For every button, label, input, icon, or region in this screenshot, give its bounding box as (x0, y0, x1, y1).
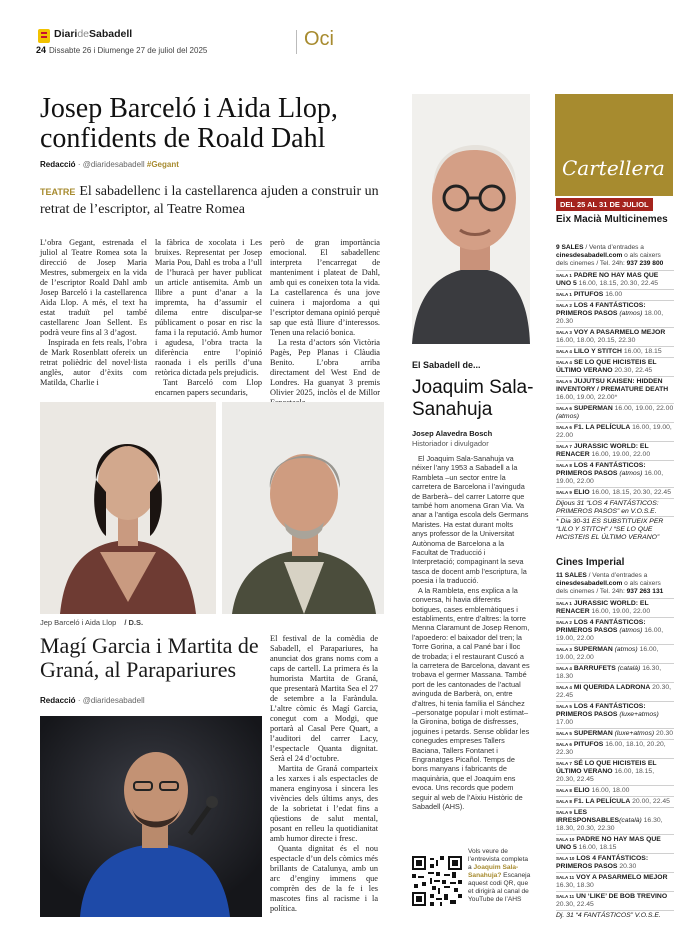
cartellera-title: Cartellera (562, 156, 665, 180)
film-listing (556, 357, 674, 376)
showtimes: 16.00, 18.15 (576, 844, 617, 851)
screen-label: SALA 3 (556, 647, 572, 652)
showtimes: 16.00, 19.00, 22.00 (589, 451, 651, 458)
showtimes: 16.00, 18.00, 20.15, 22.30 (556, 337, 636, 344)
showtimes: 16.00, 18.15 (621, 348, 662, 355)
section-title: Oci (304, 28, 334, 50)
film-title: SUPERMAN (573, 730, 613, 737)
film-title: PADRE NO HAY MAS QUE UNO 5 (556, 836, 661, 851)
film-format: (català) (619, 817, 642, 824)
header-divider (296, 30, 297, 54)
article-headline: Josep Barceló i Aida Llop, confidents de Roald Dahl (40, 93, 338, 154)
film-title: JURASSIC WORLD: EL RENACER (556, 600, 649, 615)
showtimes: 16.00, 19.00, 22.00 (589, 608, 651, 615)
cinema-name: Cines Imperial (556, 557, 625, 568)
showtimes: 17.00 (556, 719, 574, 726)
screen-label: SALA 7 (556, 761, 572, 766)
issue-date: Dissabte 26 i Diumenge 27 de juliol del 2025 (49, 46, 208, 55)
film-listing (556, 460, 674, 487)
film-listing (556, 796, 674, 807)
film-title: LOS 4 FANTÁSTICOS: PRIMEROS PASOS (556, 703, 646, 718)
film-listing (556, 663, 674, 682)
showtimes: 16.30, 18.30 (556, 665, 662, 680)
screen-label: SALA 5 (556, 704, 572, 709)
film-title: LOS 4 FANTÁSTICOS: PRIMEROS PASOS (556, 462, 646, 477)
photo-magi-garcia (40, 716, 262, 917)
screen-label: SALA 10 (556, 837, 575, 842)
film-list (556, 598, 674, 920)
showtimes: 16.00, 18.15, 20.30, 22.45 (556, 768, 655, 783)
article-column-3: però de gran importància emocional. El sabadellenc interpreta l’encarregat de manteniment i plateat de Dahl, amb qui es coneixen tota la vida. La castellarenca és una jove cuinera i majordoma a qui l’escriptor demana opinió perquè sap que està lliure d’interessos. Tenen una relació bonica. La resta d’actors són Victòria Pagès, Pep Planas i Clàudia Benito. L’obra arriba directament del West End de Londres. Ha guanyat 3 premis Olivier 2025, inclòs el de Millor (270, 238, 380, 397)
film-listing (556, 644, 674, 663)
screen-label: SALA 1 (556, 601, 572, 606)
showtimes: 16.30, 18.30, 20.30, 22.30 (556, 817, 663, 832)
cinema-name: Eix Macià Multicinemes (556, 214, 668, 225)
film-listing (556, 376, 674, 403)
film-listing (556, 807, 674, 834)
film-listing (556, 346, 674, 357)
showtimes: 20.30 (617, 863, 637, 870)
screen-label: SALA 11 (556, 875, 575, 880)
screen-label: SALA 9 (556, 810, 572, 815)
film-listing (556, 785, 674, 796)
screen-label: SALA 2 (556, 620, 572, 625)
film-listing (556, 487, 674, 498)
photo-aida-llop (40, 402, 216, 614)
film-title: F1. LA PELÍCULA (573, 424, 631, 431)
film-format: (luxe+atmos) (612, 730, 655, 737)
profile-body: El Joaquim Sala-Sanahuja va néixer l’any 1953 a Sabadell a la Rambleta –un sector entre la carretera de Barcelona i l’avinguda de Barberà– del carrer Latorre que també hom anomena Gran Via. Va anar a l’antiga escola dels Germans Maristes. Ha estat durant molts anys professor de la Universitat Autònoma de Barcelona a la Facultat de Traducció i Interpretació; compaginant la seva tasca de docent amb l’escriptura, la poesia i la traducció. A la Rambleta, ens explica a la conversa, hi havia diferents botigues, cases emblemàtiques i establiments, entre d’altres: la torre Menna Claramunt de Josep Renom, l’apoedero: el baixador del tren; la Torre Gorina, a cal Pané bar i lloc de trobada; i el restaurant Cuscó a la carretera de Barcelona, davant es trobava el germer Massana. També port de les cantonades de l’actual avinguda de Barberà, on, entre d’altres, hi tenia família el Sánchez –personatge popular i molt estimat– la Gironina, botiga de disfresses, joguines i petards. Sense oblidar les conegudes empreses Tallers Baciana, Tallers Fontanet i Engranatges Picañol. Temps de bons manyans i fabricants de maquinària, que el Joaquim ens evoca. Uns records que podem seguir al web de l’Aixiu Històric de Sabadell (AHS). (412, 454, 530, 812)
showtimes: 16.00, 19.00, 22.00 (556, 424, 672, 439)
film-listing (556, 682, 674, 701)
film-listing (556, 422, 674, 441)
screen-label: SALA 5 (556, 731, 572, 736)
film-title: LES IRRESPONSABLES (556, 809, 620, 824)
showtimes: 20.30, 22.45 (556, 901, 594, 908)
profile-author: Josep Alavedra Bosch (412, 429, 493, 438)
showtimes: 16.00, 19.00, 22.00 (556, 646, 659, 661)
film-title: JURASSIC WORLD: EL RENACER (556, 443, 649, 458)
film-listing (556, 617, 674, 644)
screen-label: SALA 2 (556, 303, 572, 308)
showtimes: 20.30, 22.45 (556, 684, 672, 699)
qr-note-link: Joaquim Sala-Sanahuja? (468, 864, 519, 879)
film-listing (556, 327, 674, 346)
film-listing (556, 834, 674, 853)
film-format: (luxe+atmos) (617, 711, 659, 718)
article2-headline: Magí Garcia i Martita de Graná, al Parapariures (40, 633, 259, 682)
film-title: SÉ LO QUE HICISTEIS EL ÚLTIMO VERANO (556, 760, 657, 775)
screen-label: SALA 4 (556, 666, 572, 671)
showtimes: 16.00, 18.10, 20.20, 22.30 (556, 741, 666, 756)
showtimes: 18.00, 20.30 (556, 310, 664, 325)
film-listing (556, 853, 674, 872)
article2-byline: Redacció · @diaridesabadell (40, 696, 145, 705)
qr-note: Vols veure de l’entrevista completa a Joaquim Sala-Sanahuja? Escaneja aquest codi QR, que et dirigirà al canal de YouTube de l’AHS (468, 848, 531, 903)
film-listing (556, 300, 674, 327)
film-format: (català) (615, 665, 641, 672)
screen-label: SALA 6 (556, 406, 572, 411)
film-format: (atmos) (556, 413, 580, 420)
showtimes: 16.30, 18.30 (556, 882, 594, 889)
screen-label: SALA 4 (556, 349, 572, 354)
film-title: ELIO (573, 489, 590, 496)
showtimes: 16.00, 19.00, 22.00 (556, 470, 664, 485)
film-listing (556, 758, 674, 785)
screen-label: SALA 1 (556, 292, 572, 297)
film-listing (556, 441, 674, 460)
film-title: F1. LA PELÍCULA (573, 798, 631, 805)
photo-caption: Jep Barceló i Aida Llop / D.S. (40, 618, 144, 627)
film-format: (atmos) (617, 470, 643, 477)
page-dateline (36, 45, 207, 55)
showtimes: 20.00, 22.45 (630, 798, 670, 805)
screen-label: SALA 7 (556, 444, 572, 449)
cartellera-dates: DEL 25 AL 31 DE JULIOL (556, 198, 653, 211)
film-title: PITUFOS (573, 741, 604, 748)
screen-label: SALA 8 (556, 799, 572, 804)
film-list (556, 270, 674, 542)
showtimes: 16.00, 19.00, 22.00 (556, 627, 664, 642)
film-title: PITUFOS (573, 291, 604, 298)
photo-credit: / D.S. (124, 618, 144, 627)
photo-joaquim-sala-sanahuja (412, 94, 530, 344)
screen-label: SALA 8 (556, 463, 572, 468)
screen-label: SALA 4 (556, 685, 572, 690)
film-title: LOS 4 FANTÁSTICOS: PRIMEROS PASOS (556, 619, 646, 634)
article-byline: Redacció · @diaridesabadell #Gegant (40, 160, 179, 169)
film-title: SUPERMAN (573, 646, 613, 653)
film-listing (556, 739, 674, 758)
film-title: VOY A PASARMELO MEJOR (573, 329, 666, 336)
film-listing (556, 598, 674, 617)
screen-label: SALA 11 (556, 894, 575, 899)
film-listing (556, 728, 674, 739)
screen-label: SALA 10 (556, 856, 575, 861)
cinema-note: * Dia 30-31 ES SUBSTITUEIX PER “LILO Y STITCH” / “SE LO QUE HICISTEIS EL ÚLTIMO VERANO” (556, 516, 674, 542)
screen-label: SALA 8 (556, 788, 572, 793)
screen-label: SALA 6 (556, 742, 572, 747)
masthead-brand: DiarideSabadell (54, 28, 133, 40)
film-title: PADRE NO HAY MAS QUE UNO 5 (556, 272, 659, 287)
film-title: LOS 4 FANTÁSTICOS: PRIMEROS PASOS (556, 855, 649, 870)
film-title: UN ‘LIKE’ DE BOB TREVINO (576, 893, 668, 900)
film-title: ELIO (573, 787, 590, 794)
film-listing (556, 872, 674, 891)
article-column-1: L’obra Gegant, estrenada el juliol al Teatre Romea sota la direcció de Josep Maria Mestres, submergeix en la vida de l’escriptor Roald Dahl amb Josep Barceló i la castellarenca Aida Llop. A més, el text ha estat traduït pel també castellarenc Joan Sellent. Es podrà veure fins al 3 d’agost. Inspirada en fets reals, l’obra de Mark Rosenblatt ofereix un retrat polièdric del novel·lista anglès, autor d’èxits com Matilda, Charlie i (40, 238, 147, 387)
film-listing (556, 403, 674, 422)
film-title: VOY A PASARMELO MEJOR (576, 874, 668, 881)
film-title: SUPERMAN (573, 405, 613, 412)
diari-logo-icon (36, 28, 52, 44)
article-subtitle: TEATRE El sabadellenc i la castellarenca ajuden a construir un retrat de l’escriptor, al Teatre Romea (40, 184, 379, 217)
profile-kicker: El Sabadell de... (412, 360, 481, 370)
screen-label: SALA 1 (556, 273, 572, 278)
article2-column: El festival de la comèdia de Sabadell, el Parapariures, ha anunciat dos grans noms com a caps de cartell. La primera és la humorista Martita de Graná, que presentarà Martita Sea el 27 de setembre a la Faràndula. L’altre còmic és Magí Garcia, conegut com a Modgi, que portarà al Casal Pere Quart, a l’auditori del carrer Lacy, l’espectacle Quanta dignitat. Serà el 24 d’octubre. Martita de Graná comparteix a les xarxes i als espectacles de manera enginyosa i sincera les vivències dels últims anys, des de la sobrietat i l’edat fins a qüestions de salut mental, posant en relleu la quotidianitat amb humor directe i fresc. Quanta dignitat és el nou espectacle d’un dels còmics més brillants de Catalunya, amb un arc d’enginy immens que comprèn des de la fe i les mascotes fins al racisme i la política. (270, 634, 378, 913)
showtimes: 16.00, 18.15, 20.30, 22.45 (576, 280, 659, 287)
cinema-info: 9 SALES / Venta d’entrades a cinesdesabadell.com o als caixers dels cinemes / Tel. 24h: 937 239 800 (556, 244, 664, 267)
screen-label: SALA 6 (556, 425, 572, 430)
film-title: LILO Y STITCH (573, 348, 622, 355)
showtimes: 20.30, 22.45 (612, 367, 653, 374)
film-listing (556, 270, 674, 289)
screen-label: SALA 4 (556, 360, 572, 365)
showtimes: 16.00, 18.15, 20.30, 22.45 (589, 489, 671, 496)
article-column-2: la fàbrica de xocolata i Les bruixes. Representat per Josep Maria Pou, Dahl es troba a l’ull de l’huracà per haver publicat un article antisemita. Amb un llibre a punt d’anar a la impremta, ha d’assumir el dilema entre disculpar-se públicament o posar en risc la fama i la reputació. Amb humor i agudesa, l’obra tracta la diferència entre l’opinió raonada i els perills d’una retòrica dictada pels prejudicis. Tant Barceló com Llop encarnen papers secundaris, (155, 238, 262, 397)
showtimes: 16.00, 19.00, 22.00* (556, 394, 618, 401)
film-title: SE LO QUE HICISTEIS EL ÚLTIMO VERANO (556, 359, 657, 374)
cinema-info: 11 SALES / Venta d’entrades a cinesdesabadell.com o als caixers dels cinemes / Tel. 24h: 937 263 131 (556, 572, 664, 595)
qr-code-icon[interactable] (412, 856, 462, 906)
film-listing (556, 701, 674, 728)
section-kicker: TEATRE (40, 187, 76, 197)
film-format: (atmos) (617, 627, 643, 634)
film-format: (atmos) (612, 646, 638, 653)
film-format: (atmos) (617, 310, 643, 317)
showtimes: 16.00, 19.00, 22.00 (612, 405, 674, 412)
showtimes: 16.00 (603, 291, 623, 298)
profile-author-role: Historiador i divulgador (412, 439, 489, 448)
cartellera-header-box (555, 94, 673, 196)
page-number: 24 (36, 45, 47, 55)
cinema-note: Dijous 31 “LOS 4 FANTÁSTICOS: PRIMEROS PASOS” en V.O.S.E. (556, 498, 674, 516)
film-title: JUJUTSU KAISEN: HIDDEN INVENTORY / PREMATURE DEATH (556, 378, 669, 393)
profile-name: Joaquim Sala-Sanahuja (412, 377, 534, 420)
film-listing (556, 891, 674, 910)
photo-josep-barcelo (222, 402, 384, 614)
screen-label: SALA 5 (556, 379, 572, 384)
film-listing (556, 289, 674, 300)
showtimes: 16.00, 18.00 (589, 787, 630, 794)
showtimes: 20.30 (654, 730, 674, 737)
screen-label: SALA 9 (556, 490, 572, 495)
screen-label: SALA 3 (556, 330, 572, 335)
film-title: MI QUERIDA LADRONA (573, 684, 651, 691)
film-title: BARRUFETS (573, 665, 616, 672)
film-title: LOS 4 FANTÁSTICOS: PRIMEROS PASOS (556, 302, 646, 317)
cinema-note: Dj. 31 “4 FANTÁSTICOS” V.O.S.E. (556, 910, 674, 920)
